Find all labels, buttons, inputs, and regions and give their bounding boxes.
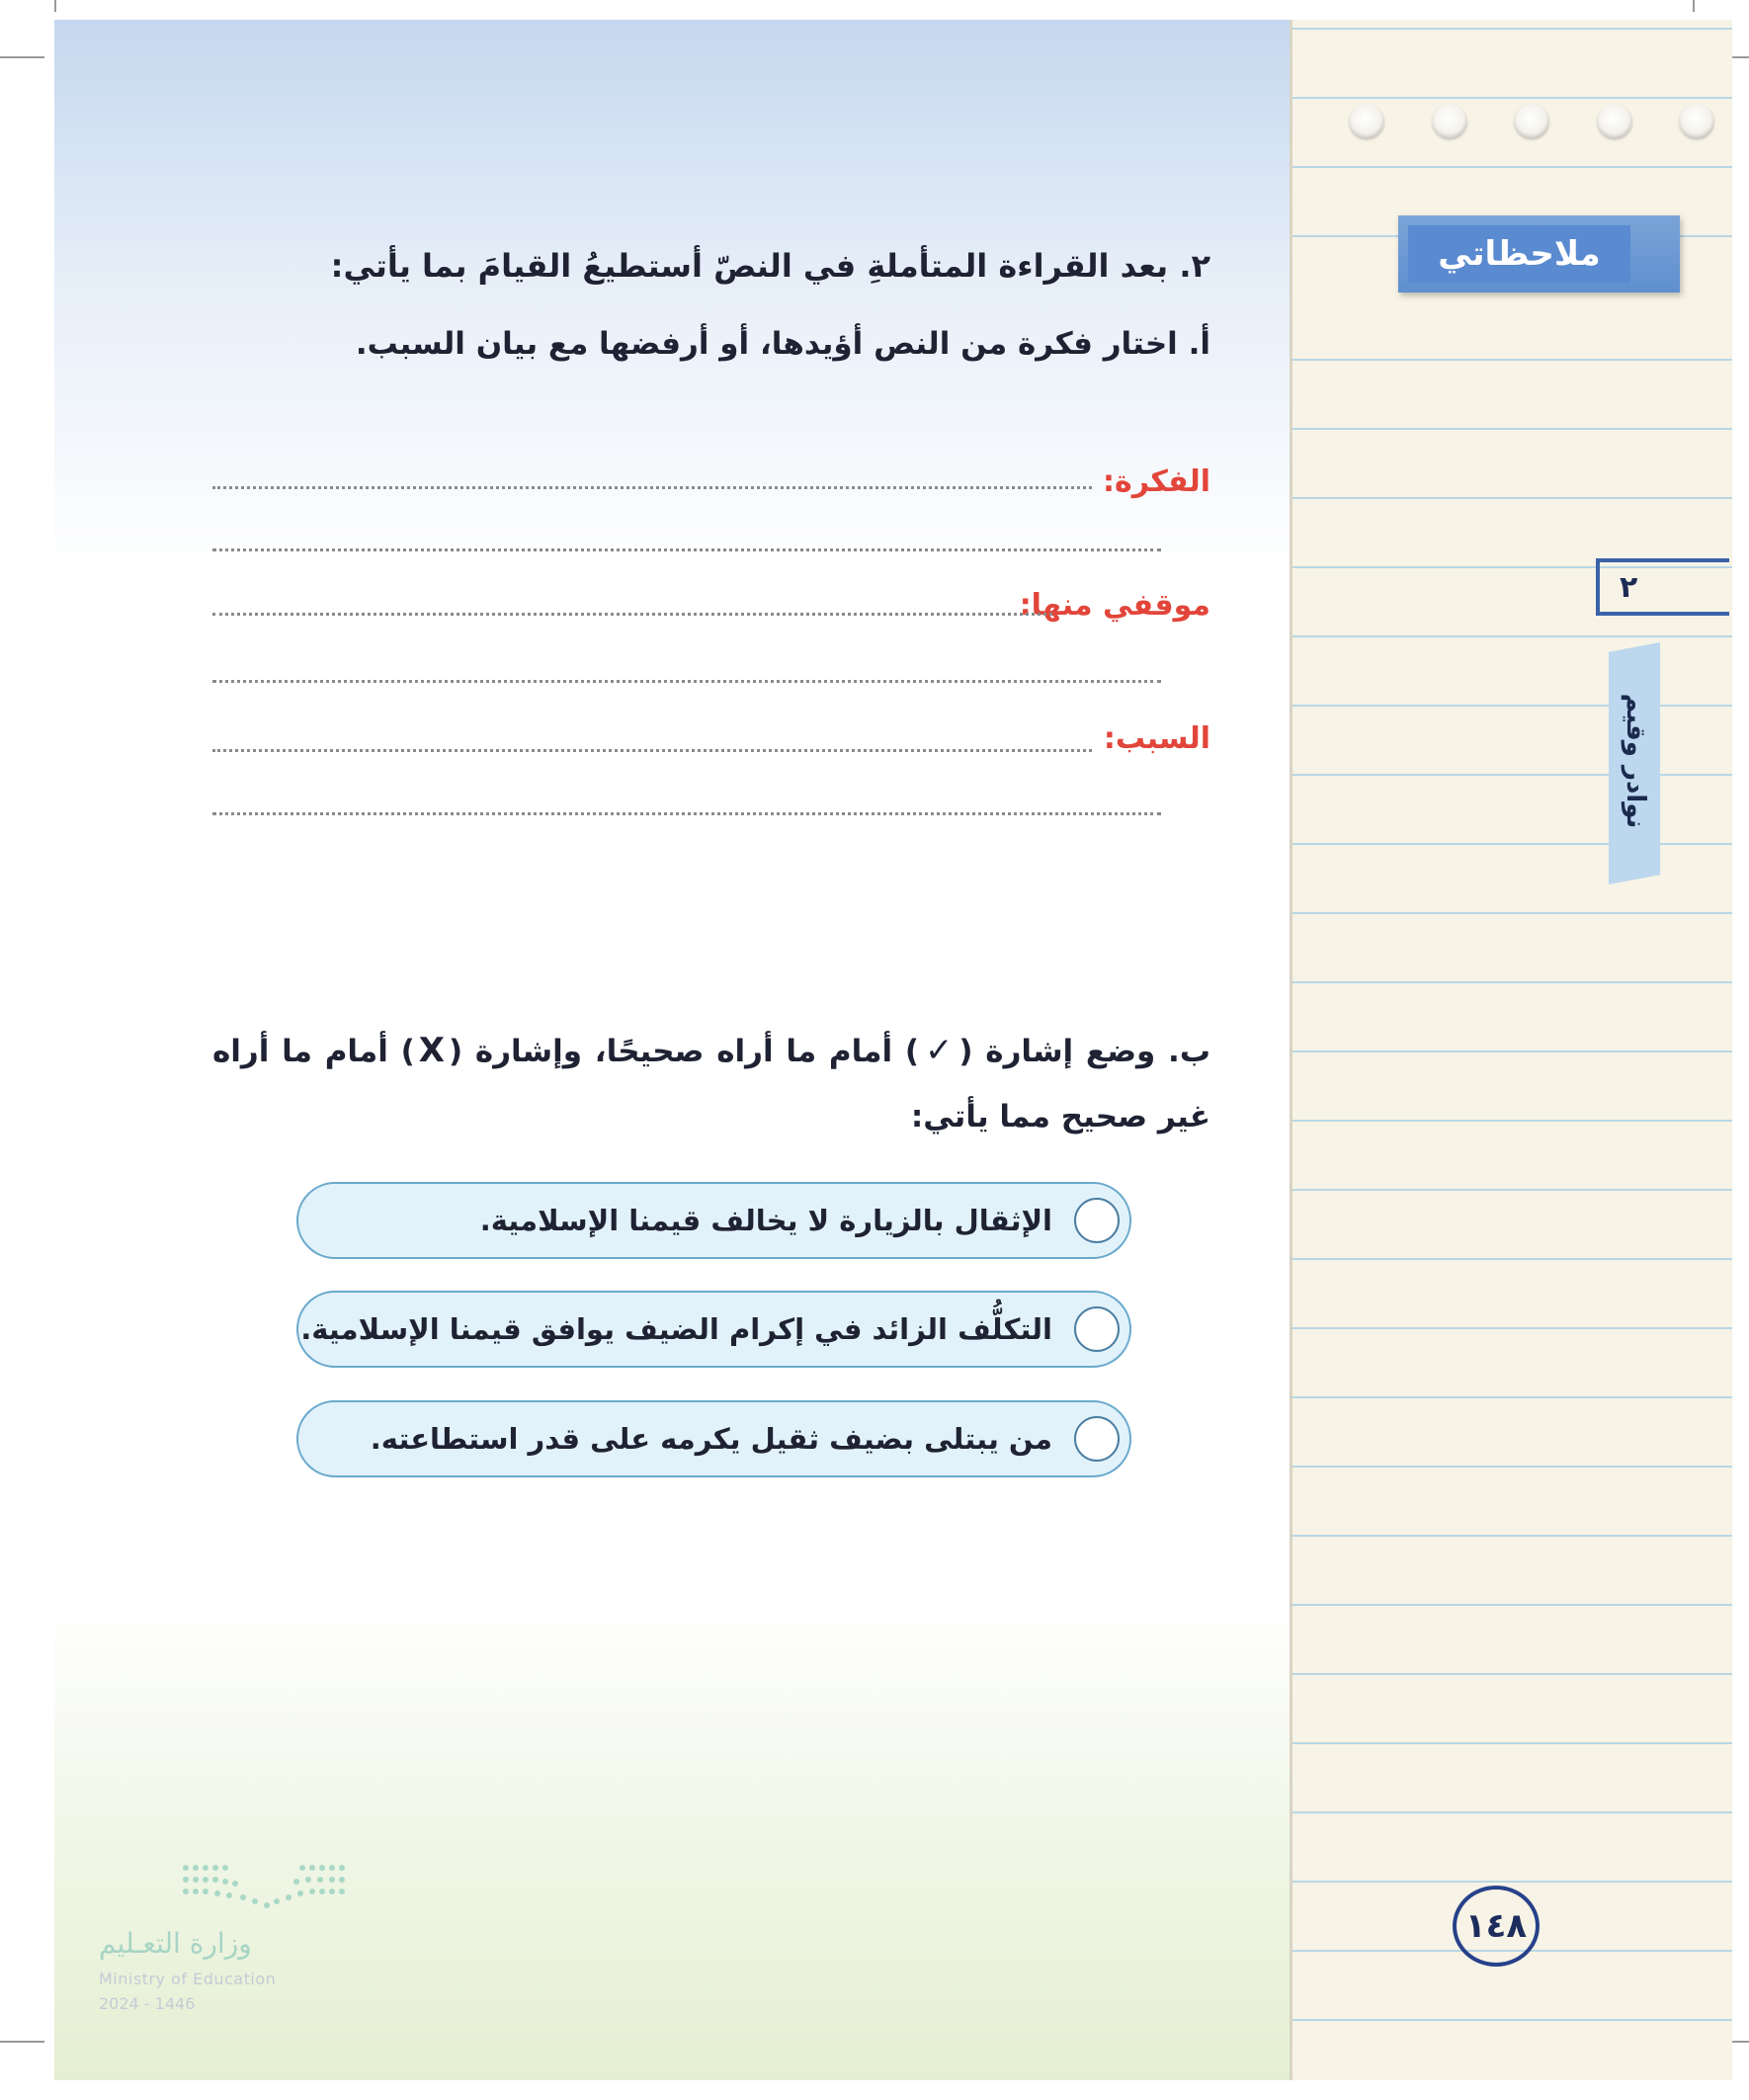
- notes-title: ملاحظاتي: [1408, 225, 1630, 283]
- hole-icon: [1349, 104, 1384, 139]
- binder-holes: [1349, 104, 1714, 143]
- check-mark-icon: ✓: [923, 1031, 956, 1070]
- part-a-instruction: أ. اختار فكرة من النص أؤيدها، أو أرفضها مع بيان السبب.: [355, 326, 1210, 362]
- statement-text: من يبتلى بضيف ثقيل يكرمه على قدر استطاعته.: [370, 1422, 1052, 1456]
- statement-text: الإثقال بالزيارة لا يخالف قيمنا الإسلامية.: [479, 1204, 1052, 1237]
- crop-mark: [1693, 0, 1695, 12]
- part-b-start: ب. وضع إشارة (: [958, 1034, 1210, 1069]
- field-label-reason: السبب:: [1103, 721, 1210, 756]
- statement-text: التكلُّف الزائد في إكرام الضيف يوافق قيمنا الإسلامية.: [300, 1312, 1052, 1346]
- answer-line-reason-2[interactable]: [212, 812, 1161, 815]
- crop-mark: [54, 0, 56, 12]
- x-mark-icon: X: [418, 1031, 445, 1070]
- unit-number: ٢: [1596, 558, 1729, 616]
- answer-line-reason[interactable]: [212, 749, 1092, 752]
- crop-mark: [0, 56, 44, 58]
- field-label-position: موقفي منها:: [1019, 588, 1210, 623]
- part-b-mid: ) أمام ما أراه صحيحًا، وإشارة (: [449, 1034, 920, 1069]
- hole-icon: [1432, 104, 1467, 139]
- answer-line-idea-2[interactable]: [212, 548, 1161, 551]
- answer-line-position-2[interactable]: [212, 680, 1161, 683]
- answer-line-idea[interactable]: [212, 486, 1092, 489]
- notes-header: [1398, 215, 1680, 293]
- ministry-name-ar: وزارة التعـليم: [99, 1927, 252, 1960]
- ministry-name-en: Ministry of Education: [99, 1970, 277, 1988]
- unit-name: نوادر وقيم: [1621, 693, 1650, 829]
- hole-icon: [1679, 104, 1714, 139]
- statement-item: [296, 1182, 1131, 1259]
- crop-mark: [0, 2041, 44, 2043]
- ministry-logo-icon: [178, 1858, 351, 1917]
- answer-circle[interactable]: [1074, 1198, 1120, 1243]
- page-number: ١٤٨: [1453, 1886, 1540, 1967]
- answer-line-position[interactable]: [212, 613, 1052, 616]
- notes-strip: [1290, 20, 1732, 2080]
- question-title: ٢. بعد القراءة المتأملةِ في النصّ أستطيعُ القيامَ بما يأتي:: [330, 247, 1210, 285]
- edition-year: 2024 - 1446: [99, 1994, 196, 2013]
- statement-item: [296, 1400, 1131, 1477]
- hole-icon: [1514, 104, 1549, 139]
- field-label-idea: الفكرة:: [1103, 464, 1210, 499]
- statement-item: [296, 1291, 1131, 1368]
- answer-circle[interactable]: [1074, 1306, 1120, 1352]
- hole-icon: [1597, 104, 1632, 139]
- answer-circle[interactable]: [1074, 1416, 1120, 1462]
- part-b-end: ) أمام ما أراه غير صحيح مما يأتي:: [212, 1034, 1210, 1134]
- part-b-instruction: [212, 1018, 1210, 1149]
